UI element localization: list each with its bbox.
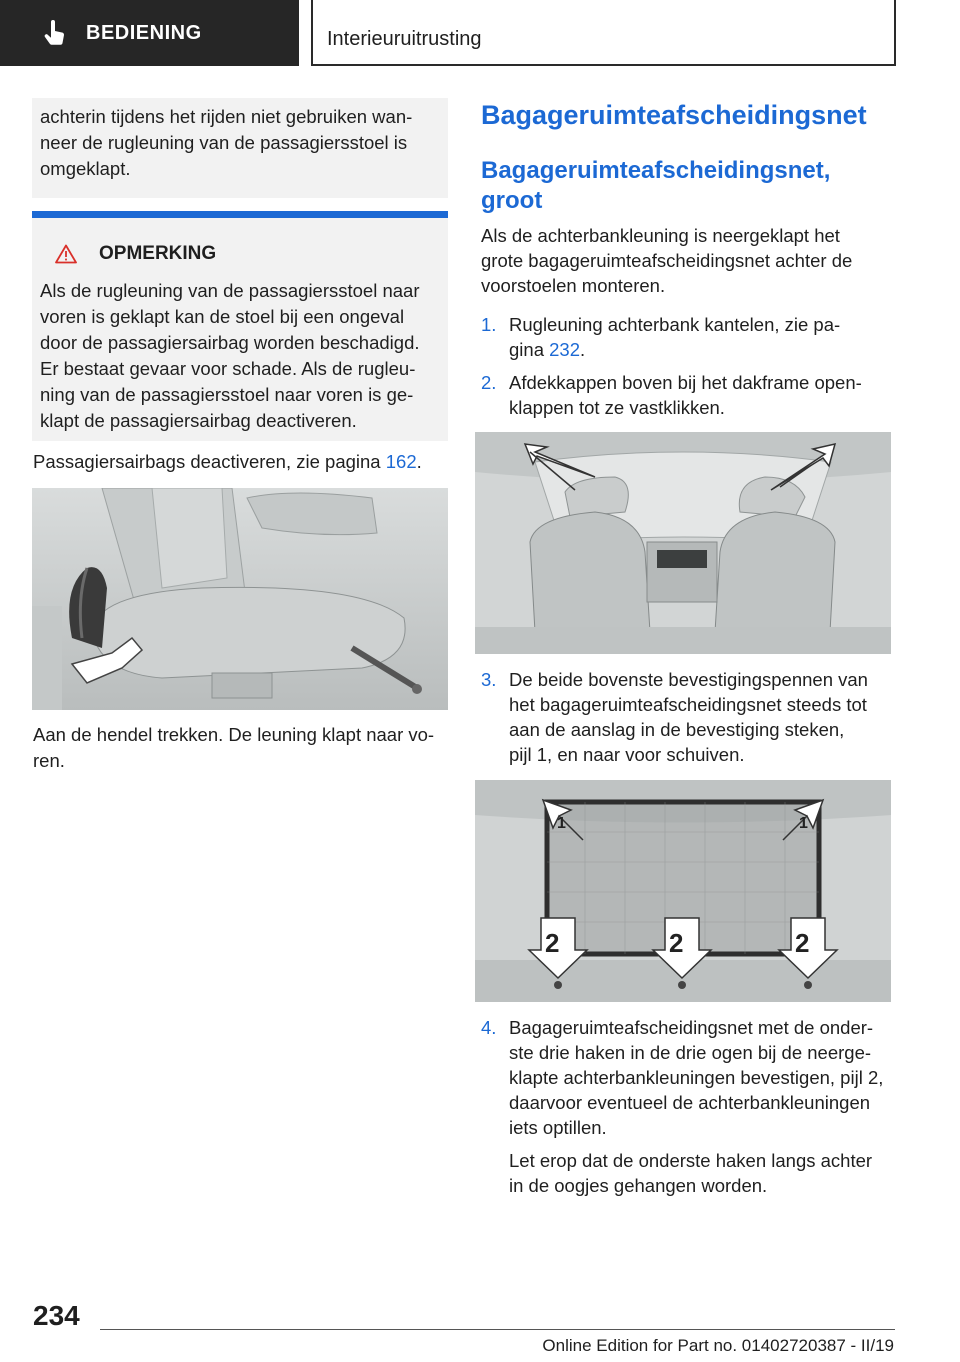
note-line: achterin tijdens het rijden niet gebruiken wan- [40, 106, 413, 127]
svg-text:2: 2 [669, 928, 684, 958]
step-number: 1. [481, 314, 497, 335]
svg-text:2: 2 [795, 928, 810, 958]
continued-note-box [32, 98, 448, 198]
svg-text:1: 1 [799, 815, 808, 832]
page-number: 234 [33, 1300, 80, 1331]
warning-box [32, 211, 448, 441]
section-tab-label: BEDIENING [86, 21, 202, 44]
warning-line: door de passagiersairbag worden beschadigd. [40, 332, 420, 353]
warning-triangle-icon [55, 244, 77, 264]
section-tab[interactable] [0, 0, 299, 66]
net-installation-illustration [475, 780, 891, 1002]
warning-line: voren is geklapt kan de stoel bij een ongeval [40, 306, 405, 327]
intro-paragraph: Als de achterbankleuning is neergeklapt het grote bagageruimteafscheidingsnet achter de voorstoelen monteren. [481, 225, 853, 296]
subsection-heading: Bagageruimteafscheidingsnet, groot [481, 157, 831, 214]
airbag-text: Passagiersairbags deactiveren, zie pagina [33, 451, 386, 472]
page-link-162[interactable]: 162 [385, 451, 417, 472]
section-heading: Bagageruimteafscheidingsnet [481, 100, 867, 130]
svg-text:2: 2 [545, 928, 560, 958]
airbag-reference: Passagiersairbags deactiveren, zie pagina 162. [33, 451, 422, 472]
warning-line: Als de rugleuning van de passagiersstoel naar [40, 280, 420, 301]
footer-divider [100, 1329, 895, 1330]
step-4: 4. Bagageruimteafscheidingsnet met de onder- ste drie haken in de drie ogen bij de neerge- klapte achterbankleuningen bevestigen, pijl 2, daarvoor eventueel de achterbankleuningen iets optillen. [481, 1017, 884, 1138]
edition-footer: Online Edition for Part no. 01402720387 - II/19 [542, 1336, 894, 1355]
warning-line: Er bestaat gevaar voor schade. Als de rugleu- [40, 358, 416, 379]
svg-text:1: 1 [557, 815, 566, 832]
lever-instruction: Aan de hendel trekken. De leuning klapt naar vo- ren. [33, 724, 435, 771]
step-3: 3. De beide bovenste bevestigingspennen van het bagageruimteafscheidingsnet steeds tot aan de aanslag in de bevestiging steken, pijl 1, en naar voor schuiven. [481, 669, 868, 765]
chapter-title: Interieuruitrusting [327, 28, 482, 50]
seat-lever-illustration [32, 488, 448, 710]
warning-title: OPMERKING [99, 243, 217, 264]
chapter-header [311, 0, 896, 66]
step-2: 2. Afdekkappen boven bij het dakframe open- klappen tot ze vastklikken. [481, 372, 862, 418]
hand-pointer-icon [40, 18, 70, 48]
page-link-232[interactable]: 232 [549, 339, 580, 360]
step-number: 2. [481, 372, 497, 393]
roof-cover-illustration [475, 432, 891, 654]
warning-line: klapt de passagiersairbag deactiveren. [40, 410, 357, 431]
step-1: 1. Rugleuning achterbank kantelen, zie pa- gina 232. [481, 314, 841, 360]
note-line: neer de rugleuning van de passagiersstoel is [40, 132, 408, 153]
warning-line: ning van de passagiersstoel naar voren is ge- [40, 384, 414, 405]
step-number: 4. [481, 1017, 497, 1038]
step-4-note: Let erop dat de onderste haken langs achter in de oogjes gehangen worden. [509, 1150, 873, 1196]
note-line: omgeklapt. [40, 158, 131, 179]
step-number: 3. [481, 669, 497, 690]
